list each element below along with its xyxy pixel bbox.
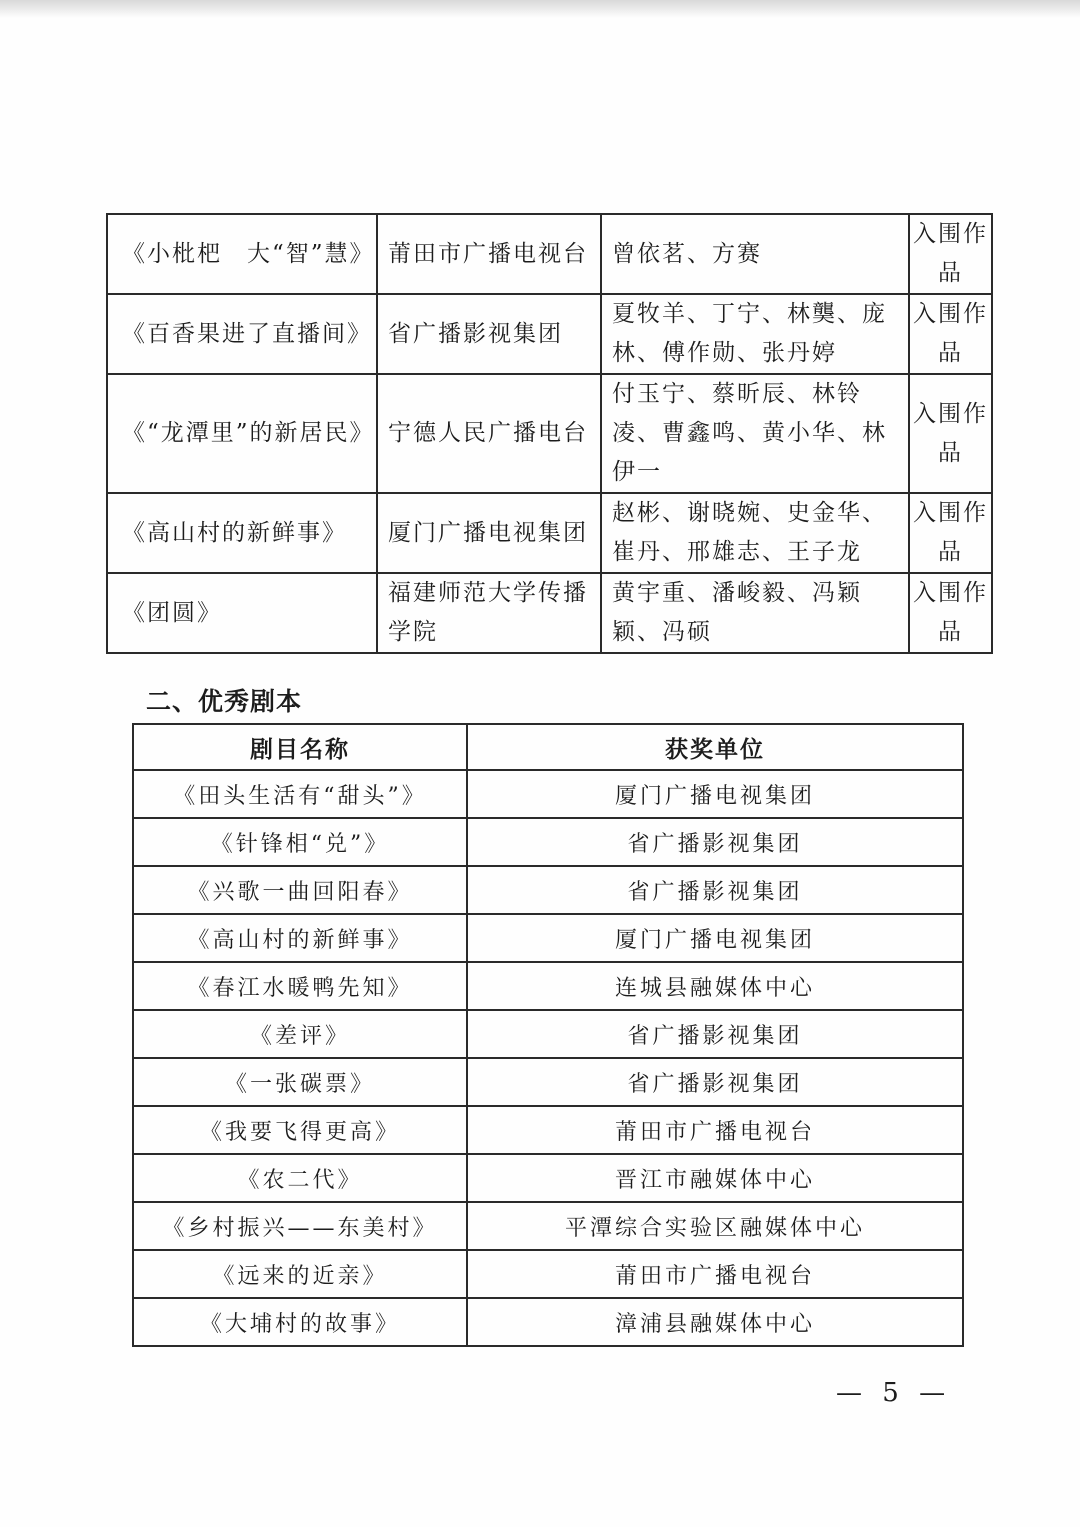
table-row [107, 374, 992, 493]
award-unit: 省广播影视集团 [467, 818, 963, 866]
script-title: 《我要飞得更高》 [133, 1106, 467, 1154]
table-row [133, 770, 963, 818]
work-status: 入围作品 [909, 214, 992, 294]
work-title: 《小枇杷 大“智”慧》 [107, 214, 377, 294]
page-number: — 5 — [836, 1378, 952, 1408]
script-title: 《远来的近亲》 [133, 1250, 467, 1298]
work-authors: 黄宇重、潘峻毅、冯颖颖、冯硕 [601, 573, 909, 653]
work-status: 入围作品 [909, 374, 992, 493]
script-title: 《针锋相“兑”》 [133, 818, 467, 866]
script-title: 《乡村振兴——东美村》 [133, 1202, 467, 1250]
table-row [133, 1154, 963, 1202]
table-row [133, 914, 963, 962]
award-unit: 省广播影视集团 [467, 1010, 963, 1058]
excellent-scripts-table [132, 723, 964, 1347]
section-heading: 二、优秀剧本 [146, 687, 303, 716]
work-title: 《高山村的新鲜事》 [107, 493, 377, 573]
award-unit: 省广播影视集团 [467, 1058, 963, 1106]
work-unit: 福建师范大学传播学院 [377, 573, 601, 653]
script-title: 《农二代》 [133, 1154, 467, 1202]
script-title: 《大埔村的故事》 [133, 1298, 467, 1346]
table-row [133, 1250, 963, 1298]
table-row [107, 214, 992, 294]
script-title: 《兴歌一曲回阳春》 [133, 866, 467, 914]
work-status: 入围作品 [909, 294, 992, 374]
table-row [133, 1010, 963, 1058]
work-unit: 莆田市广播电视台 [377, 214, 601, 294]
award-unit: 省广播影视集团 [467, 866, 963, 914]
column-header-title: 剧目名称 [133, 724, 467, 770]
table-row [133, 1298, 963, 1346]
award-unit: 漳浦县融媒体中心 [467, 1298, 963, 1346]
table-row [107, 493, 992, 573]
award-unit: 连城县融媒体中心 [467, 962, 963, 1010]
shortlist-table [106, 213, 993, 654]
work-title: 《“龙潭里”的新居民》 [107, 374, 377, 493]
script-title: 《高山村的新鲜事》 [133, 914, 467, 962]
script-title: 《春江水暖鸭先知》 [133, 962, 467, 1010]
work-authors: 夏牧羊、丁宁、林龑、庞林、傅作勋、张丹婷 [601, 294, 909, 374]
table-row [133, 866, 963, 914]
table-row [107, 294, 992, 374]
script-title: 《差评》 [133, 1010, 467, 1058]
table-row [107, 573, 992, 653]
award-unit: 厦门广播电视集团 [467, 914, 963, 962]
award-unit: 晋江市融媒体中心 [467, 1154, 963, 1202]
table-row [133, 818, 963, 866]
work-authors: 赵彬、谢晓婉、史金华、崔丹、邢雄志、王子龙 [601, 493, 909, 573]
table-header-row [133, 724, 963, 770]
work-unit: 宁德人民广播电台 [377, 374, 601, 493]
table-row [133, 1202, 963, 1250]
work-status: 入围作品 [909, 573, 992, 653]
table-row [133, 962, 963, 1010]
script-title: 《田头生活有“甜头”》 [133, 770, 467, 818]
work-unit: 省广播影视集团 [377, 294, 601, 374]
work-title: 《百香果进了直播间》 [107, 294, 377, 374]
award-unit: 平潭综合实验区融媒体中心 [467, 1202, 963, 1250]
award-unit: 莆田市广播电视台 [467, 1106, 963, 1154]
work-unit: 厦门广播电视集团 [377, 493, 601, 573]
award-unit: 莆田市广播电视台 [467, 1250, 963, 1298]
table-row [133, 1106, 963, 1154]
work-authors: 曾依茗、方赛 [601, 214, 909, 294]
table-row [133, 1058, 963, 1106]
scan-edge-shade [0, 0, 1080, 18]
award-unit: 厦门广播电视集团 [467, 770, 963, 818]
script-title: 《一张碳票》 [133, 1058, 467, 1106]
work-title: 《团圆》 [107, 573, 377, 653]
work-status: 入围作品 [909, 493, 992, 573]
work-authors: 付玉宁、蔡昕辰、林铃凌、曹鑫鸣、黄小华、林伊一 [601, 374, 909, 493]
column-header-unit: 获奖单位 [467, 724, 963, 770]
